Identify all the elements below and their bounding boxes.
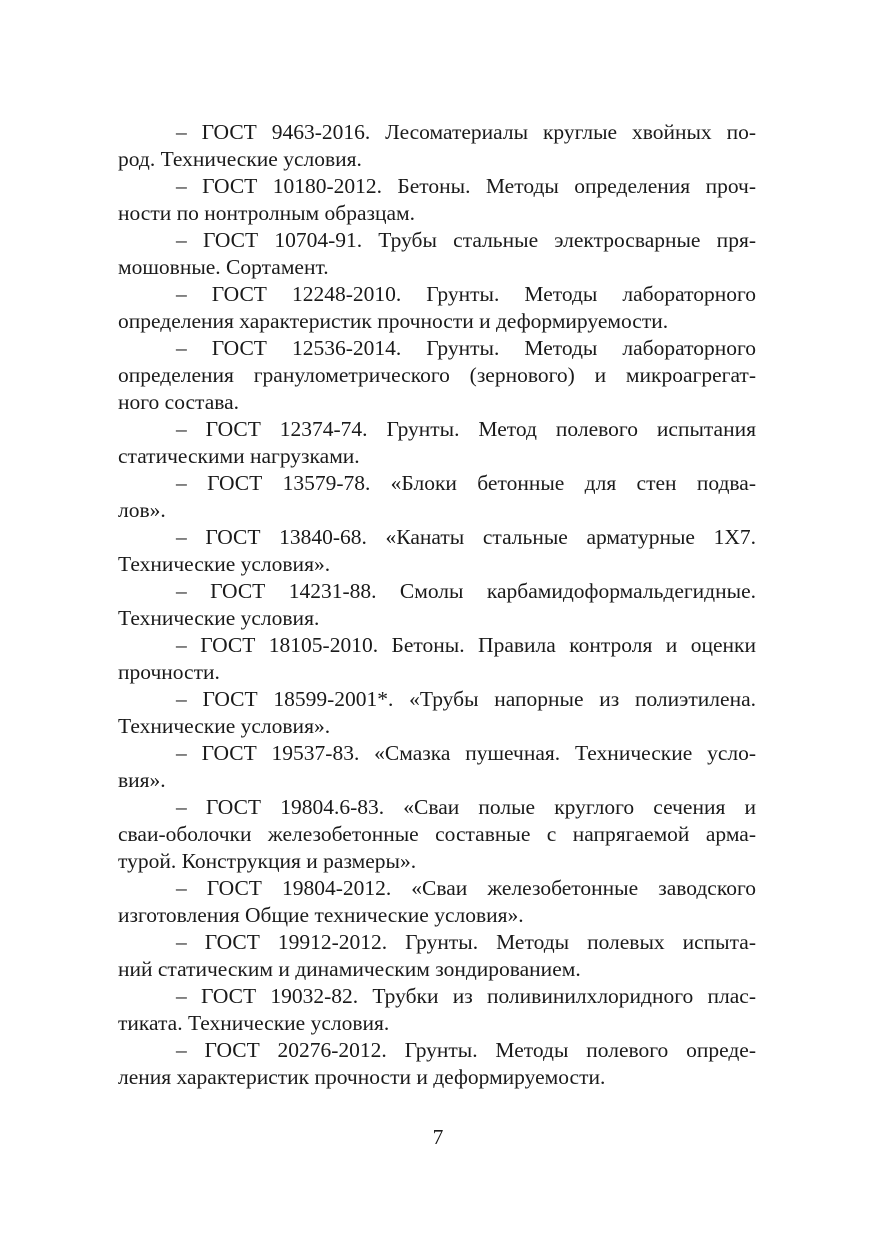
entry-line: изготовления Общие технические условия». <box>118 903 524 927</box>
entry-line: – ГОСТ 10704-91. Трубы стальные электросварные пря- <box>176 228 756 252</box>
entry-line: определения характеристик прочности и деформируемости. <box>118 309 669 333</box>
entry-line: ний статическим и динамическим зондированием. <box>118 957 581 981</box>
entry-line: Технические условия». <box>118 552 331 576</box>
standard-entry <box>118 119 756 173</box>
entry-line: – ГОСТ 18105-2010. Бетоны. Правила контроля и оценки <box>176 633 756 657</box>
standard-entry <box>118 578 756 632</box>
entry-line: – ГОСТ 18599-2001*. «Трубы напорные из полиэтилена. <box>176 687 756 711</box>
entry-line: определения гранулометрического (зернового) и микроагрегат- <box>118 363 756 387</box>
standard-entry <box>118 632 756 686</box>
standard-entry <box>118 335 756 416</box>
entry-line: Технические условия». <box>118 714 331 738</box>
entry-line: род. Технические условия. <box>118 147 362 171</box>
standard-entry <box>118 281 756 335</box>
entry-line: – ГОСТ 12248-2010. Грунты. Методы лабораторного <box>176 282 756 306</box>
entry-line: ности по нонтролным образцам. <box>118 201 416 225</box>
entry-line: статическими нагрузками. <box>118 444 360 468</box>
entry-line: прочности. <box>118 660 220 684</box>
entry-line: – ГОСТ 19804.6-83. «Сваи полые круглого сечения и <box>176 795 756 819</box>
entry-line: – ГОСТ 12536-2014. Грунты. Методы лабораторного <box>176 336 756 360</box>
standard-entry <box>118 929 756 983</box>
entry-line: ления характеристик прочности и деформируемости. <box>118 1065 606 1089</box>
entry-line: тиката. Технические условия. <box>118 1011 390 1035</box>
entry-line: – ГОСТ 10180-2012. Бетоны. Методы определения проч- <box>176 174 756 198</box>
standards-list <box>118 119 756 1091</box>
entry-line: мошовные. Сортамент. <box>118 255 329 279</box>
standard-entry <box>118 983 756 1037</box>
standard-entry <box>118 524 756 578</box>
entry-line: – ГОСТ 13579-78. «Блоки бетонные для стен подва- <box>176 471 756 495</box>
entry-line: – ГОСТ 9463-2016. Лесоматериалы круглые хвойных по- <box>176 120 756 144</box>
standard-entry <box>118 686 756 740</box>
entry-line: Технические условия. <box>118 606 320 630</box>
entry-line: – ГОСТ 14231-88. Смолы карбамидоформальдегидные. <box>176 579 756 603</box>
entry-line: – ГОСТ 13840-68. «Канаты стальные арматурные 1Х7. <box>176 525 756 549</box>
entry-line: – ГОСТ 19537-83. «Смазка пушечная. Технические усло- <box>176 741 756 765</box>
entry-line: вия». <box>118 768 166 792</box>
standard-entry <box>118 470 756 524</box>
entry-line: ного состава. <box>118 390 240 414</box>
standard-entry <box>118 875 756 929</box>
entry-line: – ГОСТ 19912-2012. Грунты. Методы полевых испыта- <box>176 930 756 954</box>
entry-line: – ГОСТ 12374-74. Грунты. Метод полевого испытания <box>176 417 756 441</box>
standard-entry <box>118 416 756 470</box>
standard-entry <box>118 794 756 875</box>
standard-entry <box>118 227 756 281</box>
entry-line: – ГОСТ 20276-2012. Грунты. Методы полевого опреде- <box>176 1038 756 1062</box>
entry-line: сваи-оболочки железобетонные составные с напрягаемой арма- <box>118 822 756 846</box>
standard-entry <box>118 740 756 794</box>
page-number: 7 <box>432 1125 444 1149</box>
standard-entry <box>118 173 756 227</box>
standard-entry <box>118 1037 756 1091</box>
entry-line: – ГОСТ 19032-82. Трубки из поливинилхлоридного плас- <box>176 984 756 1008</box>
entry-line: турой. Конструкция и размеры». <box>118 849 417 873</box>
entry-line: лов». <box>118 498 166 522</box>
entry-line: – ГОСТ 19804-2012. «Сваи железобетонные заводского <box>176 876 756 900</box>
